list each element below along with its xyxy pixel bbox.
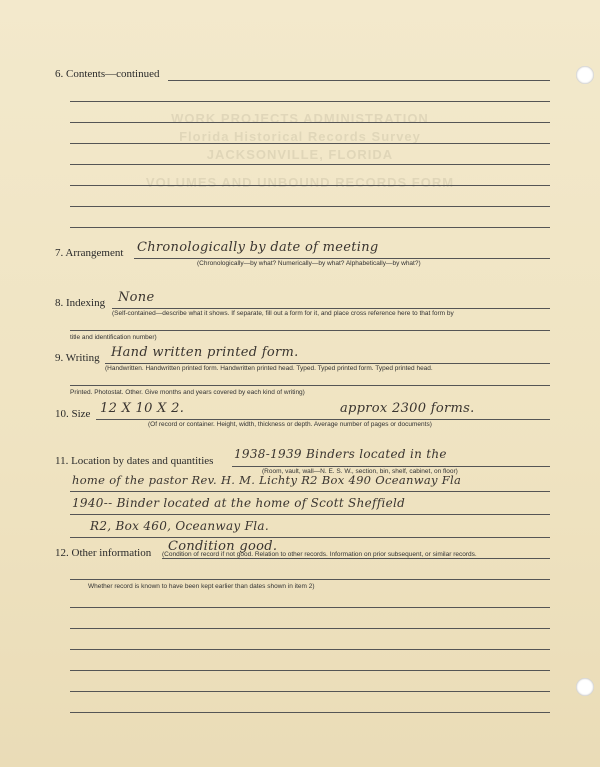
size-line — [96, 419, 550, 420]
contents-line — [70, 227, 550, 228]
ghost-line: JACKSONVILLE, FLORIDA — [206, 147, 394, 162]
other-info-line — [70, 670, 550, 671]
other-info-line — [70, 607, 550, 608]
arrangement-value: Chronologically by date of meeting — [137, 240, 379, 255]
writing-hint: (Handwritten. Handwritten printed form. Handwritten printed head. Typed. Typed printed form. Typed printed head. — [105, 365, 433, 372]
writing-label: 9. Writing — [55, 352, 100, 364]
writing-line — [70, 385, 550, 386]
contents-line — [168, 80, 550, 81]
arrangement-hint: (Chronologically—by what? Numerically—by what? Alphabetically—by what?) — [197, 260, 421, 267]
indexing-value: None — [118, 290, 155, 305]
location-hint: (Room, vault, wall—N. E. S. W., section, bin, shelf, cabinet, on floor) — [262, 468, 458, 475]
location-line-3: 1940-- Binder located at the home of Scott Sheffield — [72, 496, 406, 510]
other-info-line — [70, 579, 550, 580]
indexing-label: 8. Indexing — [55, 297, 106, 309]
writing-line — [105, 363, 550, 364]
other-info-line — [70, 712, 550, 713]
top-punch-hole — [576, 66, 594, 84]
writing-value: Hand written printed form. — [111, 345, 299, 360]
contents-label: 6. Contents—continued — [55, 68, 160, 80]
contents-line — [70, 206, 550, 207]
other-info-value: Condition good. — [168, 539, 278, 554]
size-value: 12 X 10 X 2. — [100, 401, 185, 416]
writing-hint-2: Printed. Photostat. Other. Give months and years covered by each kind of writing) — [70, 389, 305, 396]
location-value: 1938-1939 Binders located in the — [234, 447, 447, 461]
contents-line — [70, 101, 550, 102]
other-info-line — [162, 558, 550, 559]
location-line-2: home of the pastor Rev. H. M. Lichty R2 Box 490 Oceanway Fla — [72, 473, 462, 487]
other-info-hint-2: Whether record is known to have been kept earlier than dates shown in item 2) — [88, 583, 315, 590]
location-line-4: R2, Box 460, Oceanway Fla. — [90, 519, 269, 533]
arrangement-label: 7. Arrangement — [55, 247, 124, 259]
location-line — [70, 537, 550, 538]
indexing-line — [70, 330, 550, 331]
size-count-value: approx 2300 forms. — [340, 401, 475, 416]
ghost-line: VOLUMES AND UNBOUND RECORDS FORM — [145, 175, 455, 190]
indexing-hint: (Self-contained—describe what it shows. If separate, fill out a form for it, and place cross reference here to that form by — [112, 310, 454, 317]
other-info-label: 12. Other information — [55, 547, 152, 559]
indexing-hint-2: title and identification number) — [70, 334, 157, 341]
ghost-line: Florida Historical Records Survey — [179, 129, 421, 144]
contents-line — [70, 164, 550, 165]
location-line — [232, 466, 550, 467]
location-line — [70, 491, 550, 492]
arrangement-line — [134, 258, 550, 259]
ghost-line: WORK PROJECTS ADMINISTRATION — [171, 111, 429, 126]
contents-line — [70, 122, 550, 123]
size-label: 10. Size — [55, 408, 91, 420]
contents-line — [70, 185, 550, 186]
location-line — [70, 514, 550, 515]
other-info-line — [70, 649, 550, 650]
other-info-line — [70, 628, 550, 629]
other-info-line — [70, 691, 550, 692]
other-info-hint: (Condition of record if not good. Relation to other records. Information on prior subsequent, or similar records. — [162, 551, 477, 558]
bottom-punch-hole — [576, 678, 594, 696]
contents-line — [70, 143, 550, 144]
location-label: 11. Location by dates and quantities — [55, 455, 214, 467]
indexing-line — [112, 308, 550, 309]
size-hint: (Of record or container. Height, width, thickness or depth. Average number of pages or documents) — [148, 421, 432, 428]
